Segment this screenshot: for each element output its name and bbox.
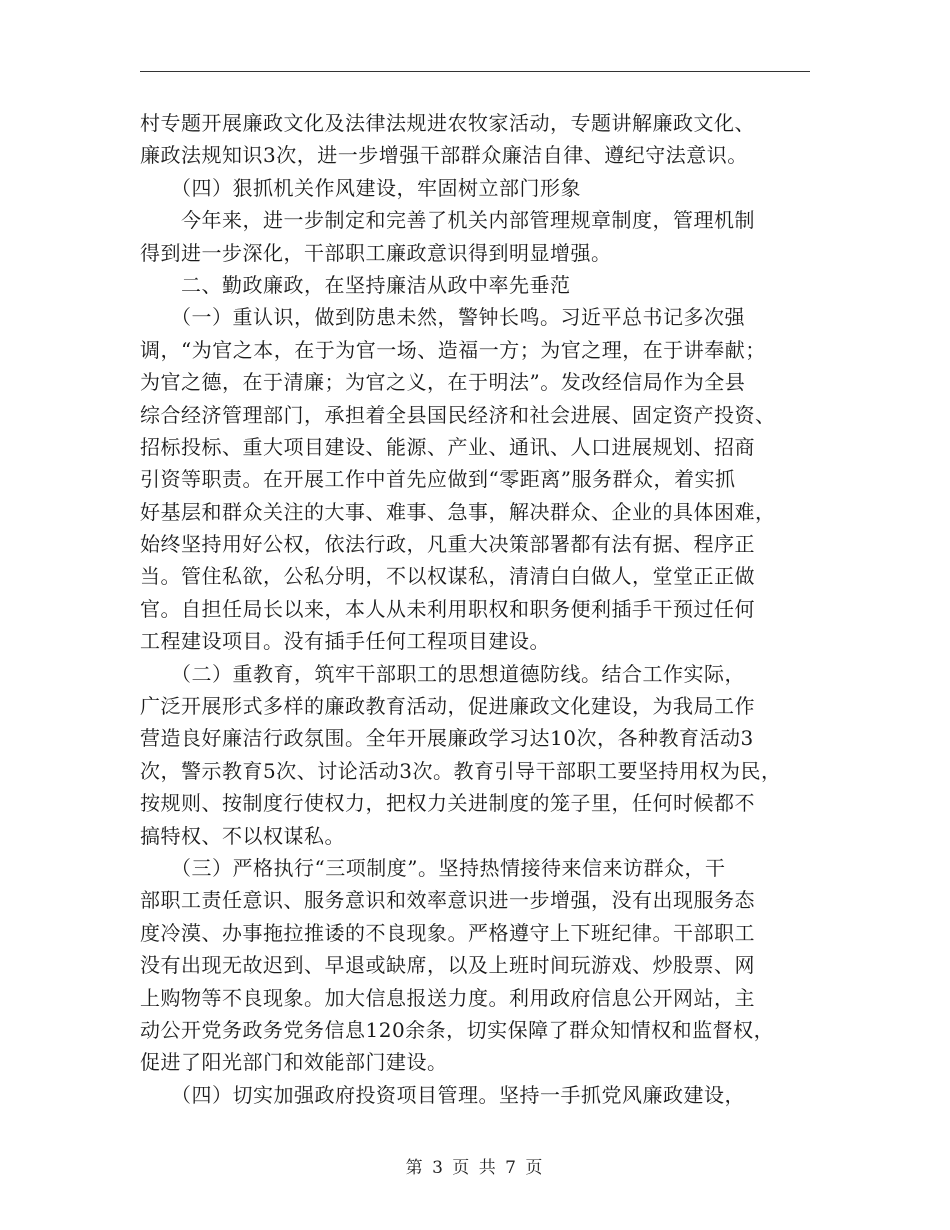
text-line: 广泛开展形式多样的廉政教育活动，促进廉政文化建设，为我局工作: [140, 694, 755, 719]
text-line: 搞特权、不以权谋私。: [140, 823, 345, 848]
text-line: 得到进一步深化，干部职工廉政意识得到明显增强。: [140, 240, 612, 265]
text-line: 好基层和群众关注的大事、难事、急事，解决群众、企业的具体困难，: [140, 499, 776, 524]
text-line: （三）严格执行“三项制度”。坚持热情接待来信来访群众，干: [140, 855, 726, 880]
text-line: （四）狠抓机关作风建设，牢固树立部门形象: [140, 175, 581, 200]
text-line: 廉政法规知识3次，进一步增强干部群众廉洁自律、遵纪守法意识。: [140, 143, 748, 168]
text-line: （一）重认识，做到防患未然，警钟长鸣。习近平总书记多次强: [140, 305, 745, 330]
text-line: 没有出现无故迟到、早退或缺席，以及上班时间玩游戏、炒股票、网: [140, 953, 755, 978]
text-line: 今年来，进一步制定和完善了机关内部管理规章制度，管理机制: [140, 208, 755, 233]
text-line: 始终坚持用好公权，依法行政，凡重大决策部署都有法有据、程序正: [140, 532, 755, 557]
page-footer: 第 3 页 共 7 页: [405, 1158, 545, 1178]
text-line: （四）切实加强政府投资项目管理。坚持一手抓党风廉政建设，: [140, 1082, 745, 1107]
text-line: 为官之德，在于清廉；为官之义，在于明法”。发改经信局作为全县: [140, 370, 746, 395]
text-line: 二、勤政廉政，在坚持廉洁从政中率先垂范: [140, 272, 571, 297]
header-rule: [140, 71, 810, 72]
text-line: 引资等职责。在开展工作中首先应做到“零距离”服务群众，着实抓: [140, 467, 736, 492]
text-line: 动公开党务政务党务信息120余条，切实保障了群众知情权和监督权，: [140, 1017, 775, 1042]
text-line: 度冷漠、办事拖拉推诿的不良现象。严格遵守上下班纪律。干部职工: [140, 920, 755, 945]
text-line: 按规则、按制度行使权力，把权力关进制度的笼子里，任何时候都不: [140, 791, 755, 816]
text-line: 综合经济管理部门，承担着全县国民经济和社会进展、固定资产投资、: [140, 402, 776, 427]
text-line: 营造良好廉洁行政氛围。全年开展廉政学习达10次，各种教育活动3: [140, 726, 754, 751]
text-line: 上购物等不良现象。加大信息报送力度。利用政府信息公开网站，主: [140, 985, 755, 1010]
text-line: 当。管住私欲，公私分明，不以权谋私，清清白白做人，堂堂正正做: [140, 564, 755, 589]
text-line: 调，“为官之本，在于为官一场、造福一方；为官之理，在于讲奉献；: [140, 337, 766, 362]
text-line: 工程建设项目。没有插手任何工程项目建设。: [140, 629, 550, 654]
text-line: 官。自担任局长以来，本人从未利用职权和职务便利插手干预过任何: [140, 596, 755, 621]
text-line: 促进了阳光部门和效能部门建设。: [140, 1050, 448, 1075]
body-text: [140, 107, 820, 1111]
text-line: （二）重教育，筑牢干部职工的思想道德防线。结合工作实际，: [140, 661, 745, 686]
text-line: 村专题开展廉政文化及法律法规进农牧家活动，专题讲解廉政文化、: [140, 111, 755, 135]
text-line: 部职工责任意识、服务意识和效率意识进一步增强，没有出现服务态: [140, 888, 755, 913]
text-line: 招标投标、重大项目建设、能源、产业、通讯、人口进展规划、招商: [140, 434, 755, 459]
text-line: 次，警示教育5次、讨论活动3次。教育引导干部职工要坚持用权为民，: [140, 758, 782, 783]
